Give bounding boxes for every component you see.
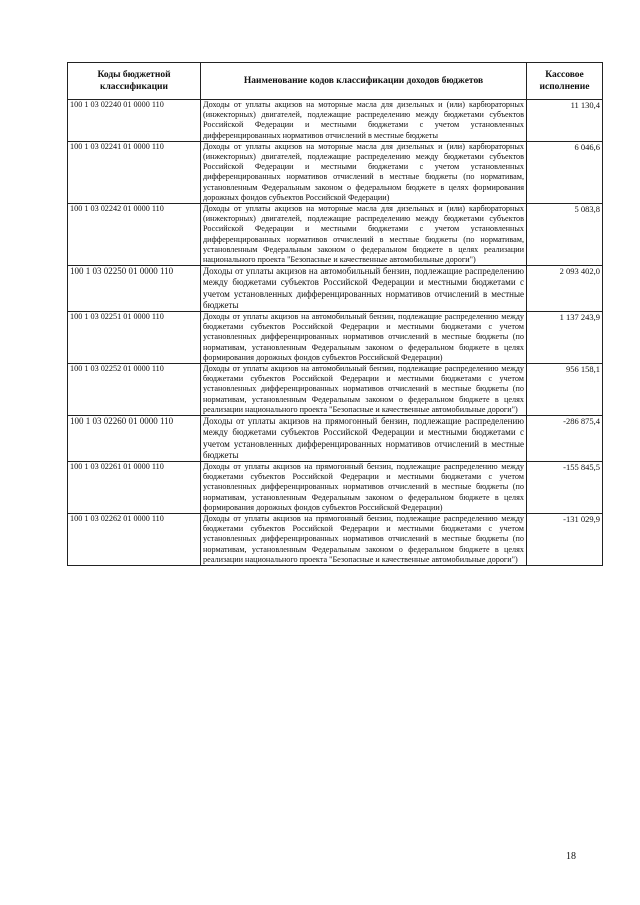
row-code: 100 1 03 02261 01 0000 110: [68, 461, 201, 513]
row-amount: -131 029,9: [527, 513, 603, 565]
page-number: 18: [566, 851, 576, 862]
table-row: [68, 204, 603, 266]
row-amount: 2 093 402,0: [527, 266, 603, 312]
row-code: 100 1 03 02241 01 0000 110: [68, 141, 201, 203]
row-code: 100 1 03 02262 01 0000 110: [68, 513, 201, 565]
row-name: Доходы от уплаты акцизов на моторные масла для дизельных и (или) карбюраторных (инжекторных) двигателей, подлежащие распределению между бюджетами субъектов Российской Федерации и местными бюджетами с учетом установленных дифференцированных нормативов отчислений в местные бюджеты (по нормативам, установленным Федеральным законом о федеральном бюджете в целях реализации национального проекта "Безопасные и качественные автомобильные дороги"): [201, 204, 527, 266]
row-code: 100 1 03 02240 01 0000 110: [68, 100, 201, 142]
table-row: [68, 312, 603, 364]
row-name: Доходы от уплаты акцизов на моторные масла для дизельных и (или) карбюраторных (инжекторных) двигателей, подлежащие распределению между бюджетами субъектов Российской Федерации и местными бюджетами с учетом установленных дифференцированных нормативов отчислений в местные бюджеты (по нормативам, установленным Федеральным законом о федеральном бюджете в целях формирования дорожных фондов субъектов Российской Федерации): [201, 141, 527, 203]
table-row: [68, 266, 603, 312]
row-name: Доходы от уплаты акцизов на моторные масла для дизельных и (или) карбюраторных (инжекторных) двигателей, подлежащие распределению между бюджетами субъектов Российской Федерации и местными бюджетами с учетом установленных дифференцированных нормативов отчислений в местные бюджеты: [201, 100, 527, 142]
row-amount: 5 083,8: [527, 204, 603, 266]
table-row: [68, 364, 603, 416]
row-amount: -155 845,5: [527, 461, 603, 513]
row-code: 100 1 03 02251 01 0000 110: [68, 312, 201, 364]
table-header-row: [68, 63, 603, 100]
row-amount: 6 046,6: [527, 141, 603, 203]
row-code: 100 1 03 02252 01 0000 110: [68, 364, 201, 416]
row-amount: 956 158,1: [527, 364, 603, 416]
table-body: [68, 100, 603, 566]
row-name: Доходы от уплаты акцизов на автомобильный бензин, подлежащие распределению между бюджетами субъектов Российской Федерации и местными бюджетами с учетом установленных дифференцированных нормативов отчислений в местные бюджеты (по нормативам, установленным Федеральным законом о федеральном бюджете в целях формирования дорожных фондов субъектов Российской Федерации): [201, 312, 527, 364]
revenue-table: [67, 62, 603, 566]
row-code: 100 1 03 02242 01 0000 110: [68, 204, 201, 266]
row-amount: -286 875,4: [527, 416, 603, 462]
header-amount: Кассовое исполнение: [527, 63, 603, 100]
row-name: Доходы от уплаты акцизов на прямогонный бензин, подлежащие распределению между бюджетами субъектов Российской Федерации и местными бюджетами с учетом установленных дифференцированных нормативов отчислений в местные бюджеты (по нормативам, установленным Федеральным законом о федеральном бюджете в целях формирования дорожных фондов субъектов Российской Федерации): [201, 461, 527, 513]
row-code: 100 1 03 02250 01 0000 110: [68, 266, 201, 312]
row-amount: 1 137 243,9: [527, 312, 603, 364]
header-name: Наименование кодов классификации доходов бюджетов: [201, 63, 527, 100]
table-row: [68, 461, 603, 513]
row-name: Доходы от уплаты акцизов на прямогонный бензин, подлежащие распределению между бюджетами субъектов Российской Федерации и местными бюджетами с учетом установленных дифференцированных нормативов отчислений в местные бюджеты (по нормативам, установленным Федеральным законом о федеральном бюджете в целях реализации национального проекта "Безопасные и качественные автомобильные дороги"): [201, 513, 527, 565]
row-name: Доходы от уплаты акцизов на автомобильный бензин, подлежащие распределению между бюджетами субъектов Российской Федерации и местными бюджетами с учетом установленных дифференцированных нормативов отчислений в местные бюджеты (по нормативам, установленным Федеральным законом о федеральном бюджете в целях реализации национального проекта "Безопасные и качественные автомобильные дороги"): [201, 364, 527, 416]
header-code: Коды бюджетной классификации: [68, 63, 201, 100]
row-code: 100 1 03 02260 01 0000 110: [68, 416, 201, 462]
row-amount: 11 130,4: [527, 100, 603, 142]
table-row: [68, 416, 603, 462]
row-name: Доходы от уплаты акцизов на автомобильный бензин, подлежащие распределению между бюджетами субъектов Российской Федерации и местными бюджетами с учетом установленных дифференцированных нормативов отчислений в местные бюджеты: [201, 266, 527, 312]
row-name: Доходы от уплаты акцизов на прямогонный бензин, подлежащие распределению между бюджетами субъектов Российской Федерации и местными бюджетами с учетом установленных дифференцированных нормативов отчислений в местные бюджеты: [201, 416, 527, 462]
table-row: [68, 513, 603, 565]
table-row: [68, 141, 603, 203]
table-row: [68, 100, 603, 142]
